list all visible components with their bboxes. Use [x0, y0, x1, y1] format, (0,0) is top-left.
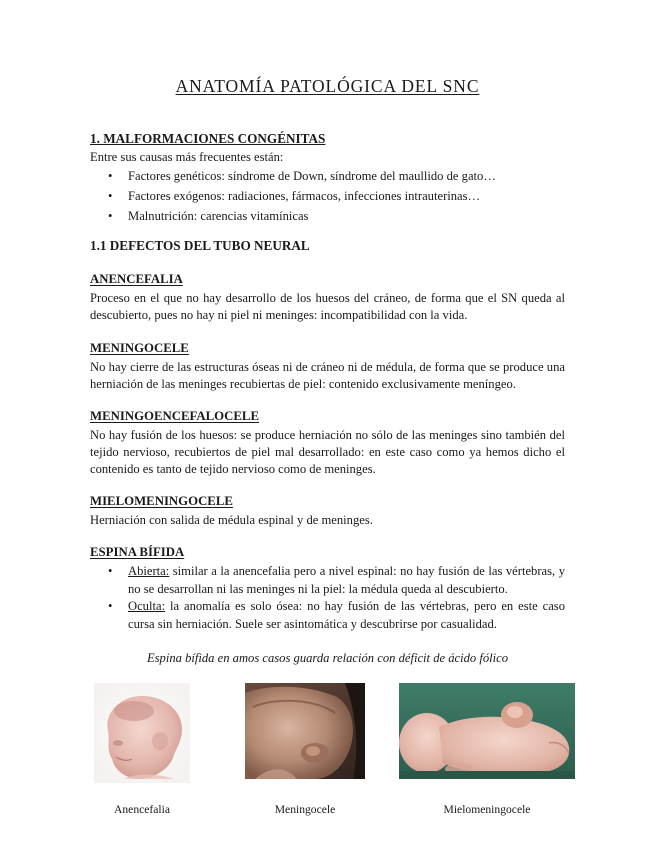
term-text-meningoencefalocele: No hay fusión de los huesos: se produce herniación no sólo de las meninges sino también del tejido nervioso, recubiertos de piel mal desarrollado: en este caso como ya hemos dicho el contenido es tanto de tejido nervioso como de meninges. — [90, 428, 565, 476]
term-text-meningocele: No hay cierre de las estructuras óseas ni de cráneo ni de médula, de forma que se produce una herniación de las meninges recubiertas de piel: contenido exclusivamente meníngeo. — [90, 360, 565, 391]
figure-label-meningocele: Meningocele — [274, 803, 336, 816]
page-title: ANATOMÍA PATOLÓGICA DEL SNC — [175, 76, 480, 96]
term-heading-meningocele: MENINGOCELE — [90, 341, 189, 355]
figure-caption: Espina bífida en amos casos guarda relación con déficit de ácido fólico — [146, 651, 509, 665]
term-text-mielomeningocele: Herniación con salida de médula espinal y de meninges. — [90, 513, 373, 527]
list-item: • Malnutrición: carencias vitamínicas — [108, 206, 565, 226]
list-item — [108, 598, 565, 633]
figure-label-mielomeningocele: Mielomeningocele — [443, 803, 531, 816]
causes-list — [108, 166, 565, 226]
item-text: la anomalía es solo ósea: no hay fusión de las vértebras, pero en este caso cursa sin herniación. Suele ser asintomática y descubrirse por casualidad. — [128, 599, 565, 631]
espina-bifida-list — [108, 563, 565, 633]
term-text-anencefalia: Proceso en el que no hay desarrollo de los huesos del cráneo, de forma que el SN queda al descubierto, pues no hay ni piel ni meninges: incompatibilidad con la vida. — [90, 291, 565, 322]
figure-label-anencefalia: Anencefalia — [114, 803, 170, 816]
list-item: • Factores genéticos: síndrome de Down, síndrome del maullido de gato… — [108, 166, 565, 186]
item-label: Oculta: — [128, 599, 166, 613]
term-heading-anencefalia: ANENCEFALIA — [90, 272, 183, 286]
section-heading-tubo-neural: 1.1 DEFECTOS DEL TUBO NEURAL — [90, 238, 310, 253]
term-heading-espina-bifida: ESPINA BÍFIDA — [90, 545, 185, 559]
list-item — [108, 563, 565, 598]
item-label: Abierta: — [128, 564, 170, 578]
mielomeningocele-image — [399, 683, 575, 779]
section-intro: Entre sus causas más frecuentes están: — [90, 150, 284, 164]
item-text: similar a la anencefalia pero a nivel espinal: no hay fusión de las vértebras, y no se desarrollan ni las meninges ni la piel: la médula queda al descubierto. — [128, 564, 565, 596]
term-heading-meningoencefalocele: MENINGOENCEFALOCELE — [90, 409, 259, 423]
meningocele-image — [245, 683, 365, 779]
list-item: • Factores exógenos: radiaciones, fármacos, infecciones intrauterinas… — [108, 186, 565, 206]
anencefalia-image — [94, 683, 190, 783]
term-heading-mielomeningocele: MIELOMENINGOCELE — [90, 494, 233, 508]
section-heading-malformaciones: 1. MALFORMACIONES CONGÉNITAS — [90, 131, 326, 146]
